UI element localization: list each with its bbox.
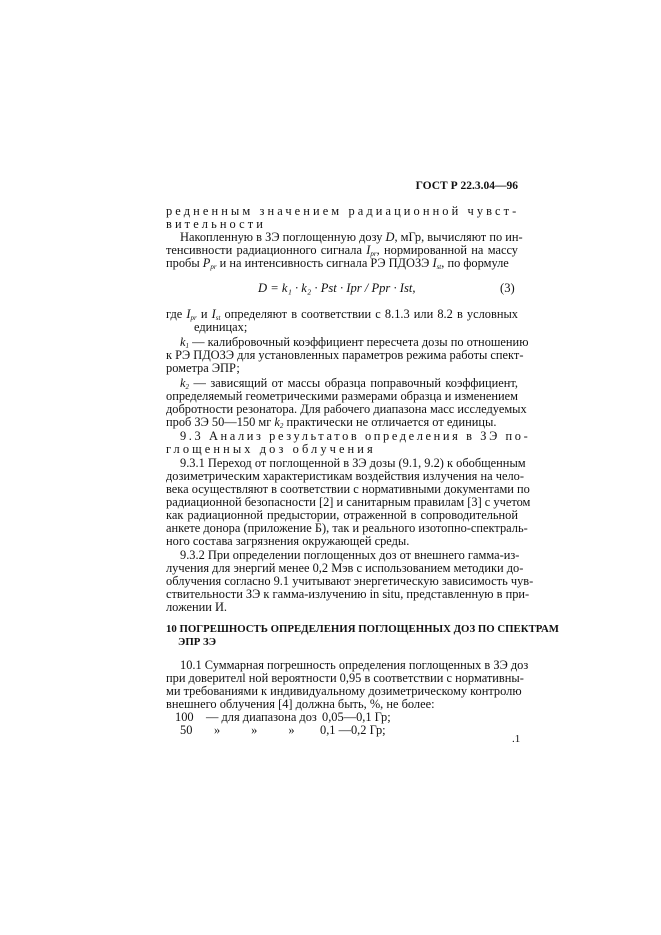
paragraph-line: ного состава загрязнения окружающей среды. xyxy=(166,534,410,548)
paragraph-line: единицах; xyxy=(194,320,248,334)
document-code-header: ГОСТ Р 22.3.04—96 xyxy=(415,180,518,192)
paragraph-line: облучения согласно 9.1 учитывают энергетическую зависимость чув- xyxy=(166,574,534,588)
paragraph-line: Накопленную в ЗЭ поглощенную дозу D, мГр, вычисляют по ин- xyxy=(180,230,523,244)
paragraph-line: тенсивности радиационного сигнала $I_{pr}$, нормированной на массу xyxy=(166,243,518,258)
paragraph-line: при доверителl ной вероятности 0,95 в соответствии с нормативны- xyxy=(166,671,524,685)
formula: D = k₁ · k₂ · Pst · Ipr / Ppr · Ist, xyxy=(258,281,416,295)
equation-number: (3) xyxy=(500,281,515,295)
error-range-label: » » » xyxy=(214,723,295,737)
paragraph-line: $k_1$ — калибровочный коэффициент пересчета дозы по отношению xyxy=(180,335,529,350)
paragraph-line: как радиационной предыстории, отраженной в сопроводительной xyxy=(166,508,518,522)
error-value: 50 xyxy=(180,723,193,737)
paragraph-line: 9.3.2 При определении поглощенных доз от внешнего гамма-из- xyxy=(180,548,520,562)
paragraph-line: к РЭ ПДОЗЭ для установленных параметров режима работы спект- xyxy=(166,348,524,362)
paragraph-line: ми требованиями к индивидуальному дозиметрическому контролю xyxy=(166,684,522,698)
paragraph-line: 9.3.1 Переход от поглощенной в ЗЭ дозы (9.1, 9.2) к обобщенным xyxy=(180,456,526,470)
paragraph-line: $k_2$ — зависящий от массы образца поправочный коэффициент, xyxy=(180,376,518,391)
paragraph-line: определяемый геометрическими размерами образца и изменением xyxy=(166,389,518,403)
paragraph-line: проб ЗЭ 50—150 мг $k_2$ практически не отличается от единицы. xyxy=(166,415,497,430)
error-range-value: 0,05—0,1 Гр; xyxy=(322,710,391,724)
paragraph-line: ложении И. xyxy=(166,600,228,614)
paragraph-line: пробы $P_{pr}$ и на интенсивность сигнала РЭ ПДОЗЭ $I_{st}$, по формуле xyxy=(166,256,509,271)
paragraph-line: 10.1 Суммарная погрешность определения поглощенных в ЗЭ доз xyxy=(180,658,529,672)
paragraph-line: ствительности ЗЭ к гамма-излучению in situ, представленную в при- xyxy=(166,587,530,601)
section-heading-9-3: 9.3 Анализ результатов определения в ЗЭ по- xyxy=(180,429,531,443)
paragraph-line: века осуществляют в соответствии с нормативными документами по xyxy=(166,482,530,496)
paragraph-line: внешнего облучения [4] должна быть, %, не более: xyxy=(166,697,435,711)
paragraph-line: лучения для энергий менее 0,2 Мэв с использованием методики до- xyxy=(166,561,524,575)
paragraph-line: анкете донора (приложение Б), так и реального изотопно-спектраль- xyxy=(166,521,528,535)
paragraph-line: радиационной безопасности [2] и санитарным правилам [3] с учетом xyxy=(166,495,531,509)
error-range-value: 0,1 —0,2 Гр; xyxy=(320,723,386,737)
section-heading-9-3: глощенных доз облучения xyxy=(166,442,376,456)
paragraph-line: дозиметрическим характеристикам воздействия излучения на чело- xyxy=(166,469,524,483)
section-heading-10: ЭПР ЗЭ xyxy=(178,636,217,648)
paragraph-line: добротности резонатора. Для рабочего диапазона масс исследуемых xyxy=(166,402,527,416)
error-range-label: — для диапазона доз xyxy=(206,710,317,724)
error-value: 100 xyxy=(175,710,194,724)
paragraph-line: где $I_{pr}$ и $I_{st}$ определяют в соответствии с 8.1.3 или 8.2 в условных xyxy=(166,307,518,322)
text-line: редненным значением радиационной чувст- xyxy=(166,204,520,218)
text-line: вительности xyxy=(166,217,267,231)
section-heading-10: 10 ПОГРЕШНОСТЬ ОПРЕДЕЛЕНИЯ ПОГЛОЩЕННЫХ ДОЗ ПО СПЕКТРАМ xyxy=(166,623,559,635)
page-number: .1 xyxy=(512,733,521,745)
paragraph-line: рометра ЭПР; xyxy=(166,361,240,375)
